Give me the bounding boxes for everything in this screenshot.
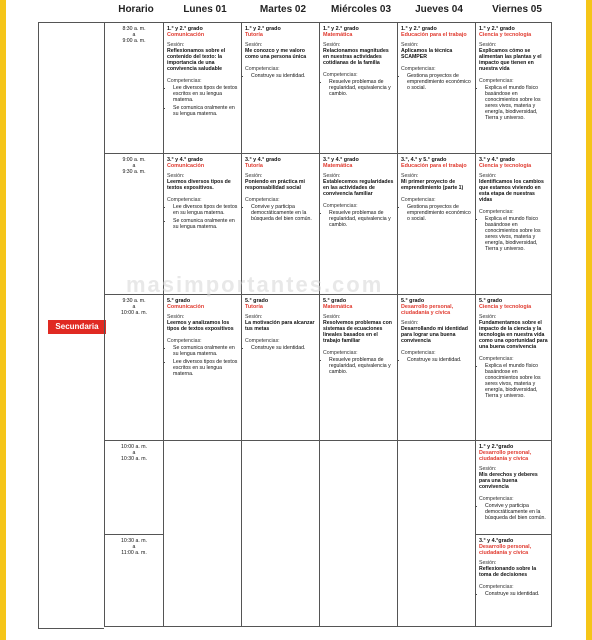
empty-cell: [320, 441, 398, 627]
subject-area: Educación para el trabajo: [401, 32, 467, 38]
competencias-list: [167, 85, 238, 117]
empty-cell: [164, 441, 242, 627]
time-text: a: [132, 163, 136, 169]
competencia-item: • Resuelve problemas de regularidad, equivalencia y cambio.: [329, 210, 394, 228]
competencias-list: [245, 204, 316, 222]
grade-label: 3.° y 4.° grado: [245, 157, 281, 163]
grade-label: 3.° y 4.° grado: [479, 157, 515, 163]
session-title: Poniendo en práctica mi responsabilidad social: [245, 179, 305, 191]
section-label: Secundaria: [48, 320, 106, 334]
session-title: Me conozco y me valoro como una persona única: [245, 48, 307, 60]
competencias-label: Competencias:: [167, 197, 202, 203]
time-text: 9:00 a. m.: [122, 38, 146, 44]
session-cell: [320, 23, 398, 154]
grade-label: 5.° grado: [323, 298, 347, 304]
competencias-label: Competencias:: [323, 203, 358, 209]
header-day-4: Jueves 04: [415, 4, 463, 15]
time-text: 10:30 a. m.: [121, 538, 147, 544]
competencias-label: Competencias:: [167, 78, 202, 84]
competencia-item: • Se comunica oralmente en su lengua materna.: [173, 218, 238, 230]
competencia-item: • Explica el mundo físico basándose en conocimientos sobre los seres vivos, materia y energía, biodiversidad, Tierra y universo.: [485, 363, 548, 399]
competencia-item: • Resuelve problemas de regularidad, equivalencia y cambio.: [329, 79, 394, 97]
session-cell: [476, 535, 552, 627]
subject-area: Comunicación: [167, 304, 205, 310]
time-text: a: [132, 544, 136, 550]
competencias-list: [479, 85, 548, 121]
session-label: Sesión:: [401, 42, 419, 48]
grade-label: 1.° y 2.° grado: [479, 26, 515, 32]
competencias-label: Competencias:: [401, 197, 436, 203]
grade-label: 3.° y 4.° grado: [323, 157, 359, 163]
empty-cell: [398, 441, 476, 627]
time-text: 9:30 a. m.: [122, 169, 146, 175]
time-slot: [105, 535, 164, 627]
time-text: a: [132, 450, 136, 456]
subject-area: Desarrollo personal, ciudadanía y cívica: [479, 544, 532, 556]
watermark: masimportantes.com: [126, 272, 384, 297]
competencias-label: Competencias:: [323, 72, 358, 78]
session-cell: [164, 295, 242, 441]
session-cell: [164, 23, 242, 154]
session-title: Explicamos cómo se alimentan las plantas y el impacto que tienen en nuestra vida: [479, 48, 542, 72]
competencia-item: • Gestiona proyectos de emprendimiento económico o social.: [407, 204, 472, 222]
session-cell: [398, 154, 476, 295]
session-cell: [476, 154, 552, 295]
grade-label: 3.°, 4.° y 5.° grado: [401, 157, 447, 163]
session-title: Leemos diversos tipos de textos expositivos.: [167, 179, 231, 191]
time-text: 11:00 a. m.: [121, 550, 147, 556]
competencias-list: [323, 79, 394, 97]
subject-area: Tutoría: [245, 304, 263, 310]
session-cell: [476, 23, 552, 154]
session-title: Reflexionamos sobre el contenido del texto: la importancia de una convivencia saludable: [167, 48, 226, 72]
competencias-list: [323, 357, 394, 375]
session-label: Sesión:: [479, 466, 497, 472]
session-title: Resolvemos problemas con sistemas de ecuaciones lineales basados en el trabajo familiar: [323, 320, 392, 344]
grade-label: 5.° grado: [245, 298, 269, 304]
grade-label: 1.° y 2.° grado: [245, 26, 281, 32]
subject-area: Matemática: [323, 304, 353, 310]
competencia-item: • Explica el mundo físico basándose en conocimientos sobre los seres vivos, materia y energía, biodiversidad, Tierra y universo.: [485, 216, 548, 252]
header-day-2: Martes 02: [259, 4, 307, 15]
session-label: Sesión:: [479, 560, 497, 566]
competencia-item: • Convive y participa democráticamente en la búsqueda del bien común.: [485, 503, 548, 521]
schedule-row: [105, 23, 552, 154]
session-label: Sesión:: [245, 173, 263, 179]
competencia-item: • Lee diversos tipos de textos escritos en su lengua materna.: [173, 359, 238, 377]
session-label: Sesión:: [401, 173, 419, 179]
competencias-list: [323, 210, 394, 228]
session-cell: [320, 295, 398, 441]
grade-label: 1.° y 2.° grado: [401, 26, 437, 32]
time-text: 10:00 a. m.: [121, 444, 147, 450]
competencias-label: Competencias:: [479, 209, 514, 215]
header-day-1: Lunes 01: [183, 4, 227, 15]
competencias-list: [401, 73, 472, 91]
empty-cell: [242, 441, 320, 627]
header-day-5: Viernes 05: [492, 4, 542, 15]
session-cell: [398, 295, 476, 441]
session-title: Aplicamos la técnica SCAMPER: [401, 48, 453, 60]
competencia-item: • Construye su identidad.: [251, 73, 316, 79]
session-title: Relacionamos magnitudes en nuestras actividades cotidianas de la familia: [323, 48, 389, 66]
session-title: La motivación para alcanzar tus metas: [245, 320, 315, 332]
schedule-sheet: [6, 0, 586, 640]
header-horario: Horario: [118, 4, 154, 15]
time-text: 10:00 a. m.: [121, 310, 147, 316]
subject-area: Comunicación: [167, 32, 205, 38]
schedule-row: [105, 441, 552, 535]
competencias-list: [479, 363, 548, 399]
subject-area: Educación para el trabajo: [401, 163, 467, 169]
session-title: Mi primer proyecto de emprendimiento (parte 1): [401, 179, 464, 191]
session-label: Sesión:: [323, 173, 341, 179]
session-label: Sesión:: [479, 173, 497, 179]
grade-label: 5.° grado: [167, 298, 191, 304]
competencia-item: • Lee diversos tipos de textos escritos en su lengua materna.: [173, 85, 238, 103]
competencias-label: Competencias:: [245, 338, 280, 344]
competencia-item: • Se comunica oralmente en su lengua materna.: [173, 345, 238, 357]
competencia-item: • Lee diversos tipos de textos en su lengua materna.: [173, 204, 238, 216]
time-slot: [105, 441, 164, 535]
time-text: 8:30 a. m.: [122, 26, 146, 32]
time-slot: [105, 295, 164, 441]
competencia-item: • Construye su identidad.: [251, 345, 316, 351]
competencias-label: Competencias:: [479, 78, 514, 84]
competencias-label: Competencias:: [479, 496, 514, 502]
session-title: Mis derechos y deberes para una buena convivencia: [479, 472, 538, 490]
time-text: 9:30 a. m.: [122, 298, 146, 304]
time-text: a: [132, 32, 136, 38]
session-label: Sesión:: [323, 314, 341, 320]
grade-label: 1.° y 2.° grado: [167, 26, 203, 32]
grade-label: 5.° grado: [401, 298, 425, 304]
subject-area: Comunicación: [167, 163, 205, 169]
competencias-label: Competencias:: [323, 350, 358, 356]
grade-label: 3.° y 4.° grado: [167, 157, 203, 163]
time-text: 9:00 a. m.: [122, 157, 146, 163]
competencia-item: • Explica el mundo físico basándose en conocimientos sobre los seres vivos, materia y energía, biodiversidad, Tierra y universo.: [485, 85, 548, 121]
session-title: Desarrollando mi identidad para lograr una buena convivencia: [401, 326, 468, 344]
competencia-item: • Gestiona proyectos de emprendimiento económico o social.: [407, 73, 472, 91]
subject-area: Tutoría: [245, 32, 263, 38]
session-label: Sesión:: [167, 173, 185, 179]
session-label: Sesión:: [401, 320, 419, 326]
session-label: Sesión:: [167, 42, 185, 48]
schedule-table: [104, 22, 552, 627]
header-day-3: Miércoles 03: [330, 4, 392, 15]
grade-label: 5.° grado: [479, 298, 503, 304]
competencias-label: Competencias:: [401, 350, 436, 356]
session-label: Sesión:: [323, 42, 341, 48]
subject-area: Matemática: [323, 32, 353, 38]
grade-label: 1.° y 2.°grado: [479, 444, 514, 450]
session-title: Leemos y analizamos los tipos de textos expositivos: [167, 320, 234, 332]
session-cell: [476, 295, 552, 441]
subject-area: Ciencia y tecnología: [479, 163, 532, 169]
session-cell: [398, 23, 476, 154]
session-label: Sesión:: [167, 314, 185, 320]
competencias-list: [479, 216, 548, 252]
session-title: Fundamentamos sobre el impacto de la ciencia y la tecnología en nuestra vida como una oportunidad para una buena convivencia: [479, 320, 548, 350]
subject-area: Tutoría: [245, 163, 263, 169]
time-text: a: [132, 304, 136, 310]
competencias-list: [167, 345, 238, 377]
session-cell: [242, 23, 320, 154]
session-cell: [476, 441, 552, 535]
competencias-label: Competencias:: [401, 66, 436, 72]
session-title: Identificamos los cambios que estamos viviendo en esta etapa de nuestras vidas: [479, 179, 544, 203]
time-slot: [105, 23, 164, 154]
schedule-row: [105, 295, 552, 441]
session-title: Establecemos regularidades en las actividades de convivencia familiar: [323, 179, 394, 197]
competencia-item: • Construye su identidad.: [407, 357, 472, 363]
session-title: Reflexionando sobre la toma de decisiones: [479, 566, 537, 578]
competencia-item: • Resuelve problemas de regularidad, equivalencia y cambio.: [329, 357, 394, 375]
competencias-label: Competencias:: [479, 584, 514, 590]
competencias-list: [245, 73, 316, 79]
competencias-list: [401, 204, 472, 222]
competencia-item: • Convive y participa democráticamente en la búsqueda del bien común.: [251, 204, 316, 222]
grade-label: 1.° y 2.° grado: [323, 26, 359, 32]
subject-area: Ciencia y tecnología: [479, 32, 532, 38]
session-label: Sesión:: [479, 42, 497, 48]
subject-area: Desarrollo personal, ciudadanía y cívica: [401, 304, 454, 316]
competencia-item: • Construye su identidad.: [485, 591, 548, 597]
grade-label: 3.° y 4.°grado: [479, 538, 514, 544]
competencias-label: Competencias:: [245, 197, 280, 203]
competencia-item: • Se comunica oralmente en su lengua materna.: [173, 105, 238, 117]
session-label: Sesión:: [245, 314, 263, 320]
competencias-list: [479, 591, 548, 597]
subject-area: Desarrollo personal, ciudadanía y cívica: [479, 450, 532, 462]
subject-area: Ciencia y tecnología: [479, 304, 532, 310]
subject-area: Matemática: [323, 163, 353, 169]
time-text: 10:30 a. m.: [121, 456, 147, 462]
competencias-label: Competencias:: [479, 356, 514, 362]
competencias-list: [401, 357, 472, 363]
competencias-list: [167, 204, 238, 230]
competencias-list: [479, 503, 548, 521]
session-cell: [242, 295, 320, 441]
competencias-label: Competencias:: [245, 66, 280, 72]
session-label: Sesión:: [479, 314, 497, 320]
competencias-list: [245, 345, 316, 351]
competencias-label: Competencias:: [167, 338, 202, 344]
session-label: Sesión:: [245, 42, 263, 48]
